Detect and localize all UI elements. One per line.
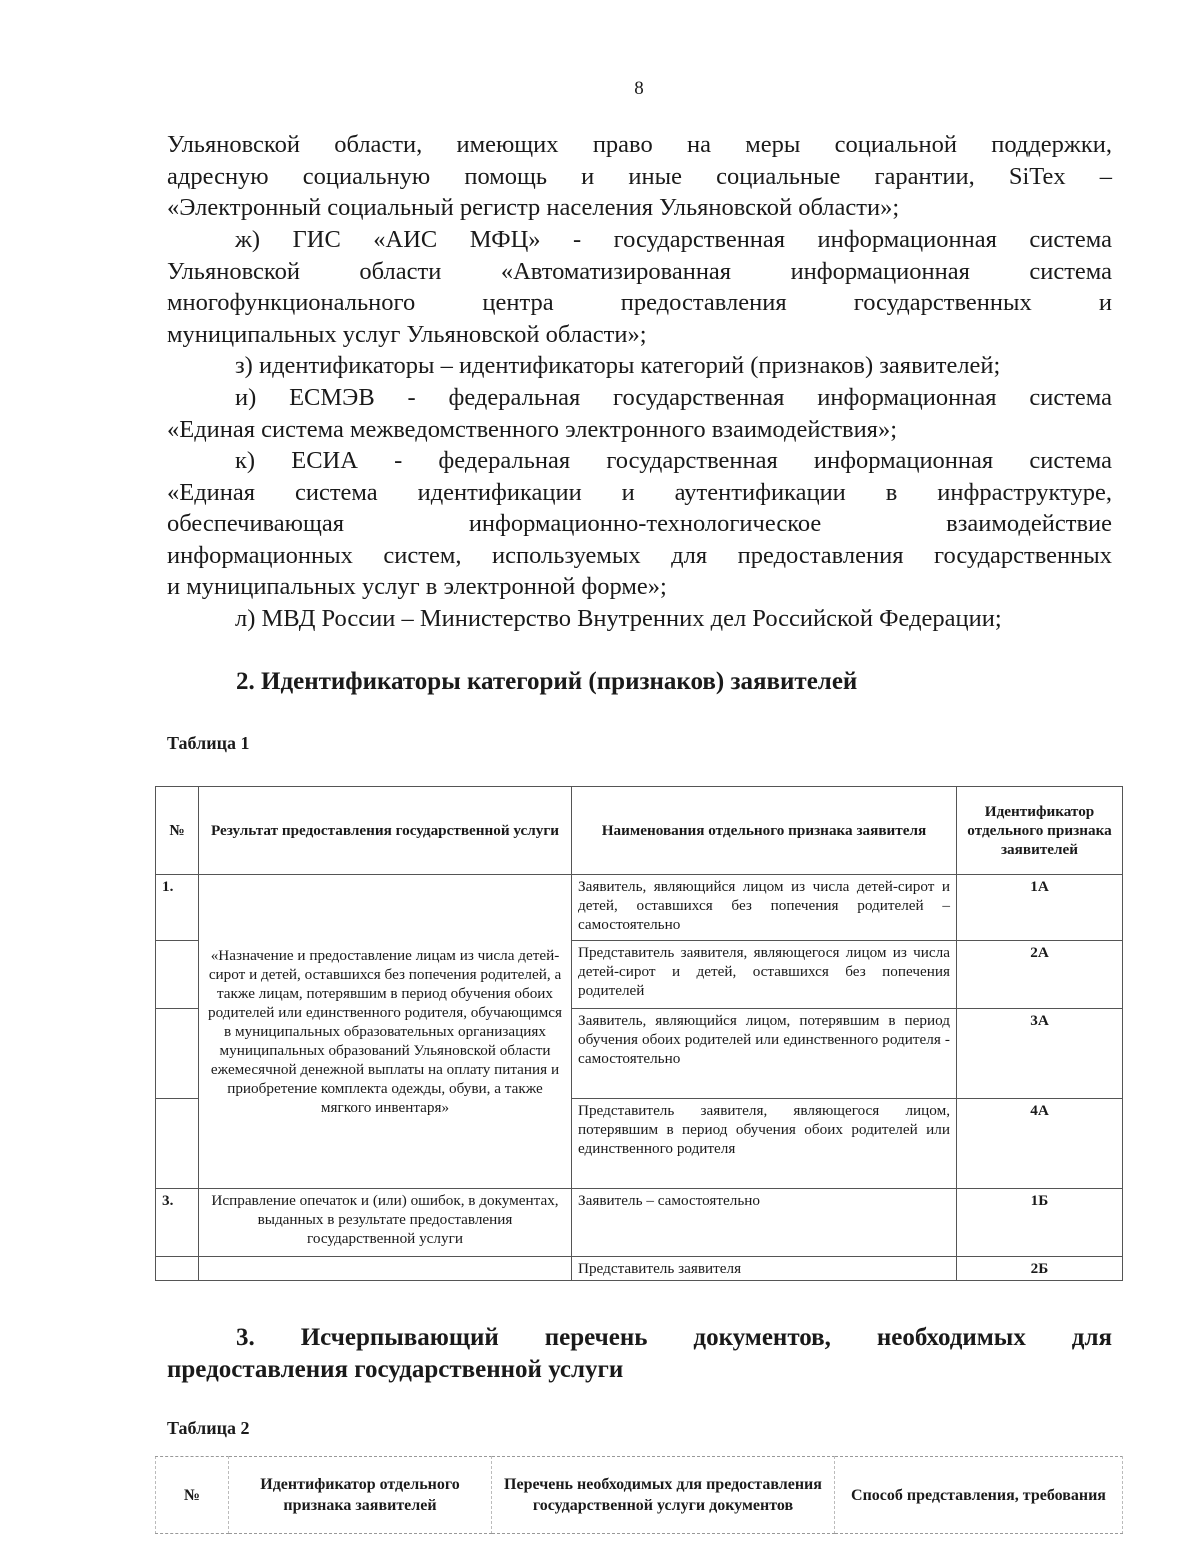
row-number-empty — [156, 1099, 199, 1189]
feature-identifier: 1А — [957, 875, 1123, 941]
feature-name: Представитель заявителя, являющегося лицом из числа детей-сирот и детей, оставшихся без попечения родителей — [572, 941, 957, 1009]
paragraph-definition-mvd — [167, 603, 1112, 635]
feature-identifier: 3А — [957, 1009, 1123, 1099]
paragraph-definition-esmev — [167, 382, 1112, 445]
section-3-heading-line: предоставления государственной услуги — [167, 1356, 624, 1383]
table-2-caption: Таблица 2 — [167, 1418, 250, 1438]
text-line: «Электронный социальный регистр населения Ульяновской области»; — [167, 194, 900, 221]
feature-identifier: 4А — [957, 1099, 1123, 1189]
text-line: Ульяновской области, имеющих право на меры социальной поддержки, — [167, 131, 1112, 158]
paragraph-definition-gis-ais-mfc — [167, 224, 1112, 350]
table-1-caption: Таблица 1 — [167, 733, 250, 753]
text-line: многофункционального центра предоставления государственных и — [167, 289, 1112, 316]
text-line: к) ЕСИА - федеральная государственная информационная система — [235, 447, 1112, 474]
row-number-empty — [156, 1257, 199, 1281]
section-3-heading-line: 3. Исчерпывающий перечень документов, необходимых для — [236, 1324, 1112, 1351]
text-line: адресную социальную помощь и иные социальные гарантии, SiTex – — [167, 162, 1112, 190]
table-header-row — [156, 787, 1123, 875]
text-line: информационных систем, используемых для предоставления государственных — [167, 541, 1112, 569]
result-empty — [199, 1257, 572, 1281]
header-result: Результат предоставления государственной услуги — [199, 787, 572, 875]
feature-identifier: 2А — [957, 941, 1123, 1009]
result-description: «Назначение и предоставление лицам из числа детей-сирот и детей, оставшихся без попечения родителей, а также лицам, потерявшим в период обучения обоих родителей или единственного родителя, обучающимся в муниципальных образовательных организациях муниципальных образований Ульяновской области ежемесячной денежной выплаты на оплату питания и приобретение комплекта одежды, обуви, а также мягкого инвентаря» — [199, 875, 572, 1189]
page-number: 8 — [634, 78, 644, 99]
feature-identifier: 1Б — [957, 1189, 1123, 1257]
row-number-empty — [156, 941, 199, 1009]
header-number: № — [156, 1457, 229, 1534]
table-header-row — [156, 1457, 1123, 1534]
table-2 — [155, 1456, 1123, 1534]
feature-identifier: 2Б — [957, 1257, 1123, 1281]
table-row — [156, 875, 1123, 941]
text-line: и муниципальных услуг в электронной форме»; — [167, 573, 667, 600]
text-line: ж) ГИС «АИС МФЦ» - государственная информационная система — [235, 226, 1112, 253]
row-number: 1. — [156, 875, 199, 941]
result-description: Исправление опечаток и (или) ошибок, в документах, выданных в результате предоставления государственной услуги — [199, 1189, 572, 1257]
text-line: «Единая система идентификации и аутентификации в инфраструктуре, — [167, 478, 1112, 506]
table-1 — [155, 786, 1123, 1281]
header-feature-name: Наименования отдельного признака заявителя — [572, 787, 957, 875]
header-number: № — [156, 787, 199, 875]
header-identifier: Идентификатор отдельного признака заявителей — [229, 1457, 492, 1534]
table-row — [156, 1189, 1123, 1257]
section-2-heading: 2. Идентификаторы категорий (признаков) заявителей — [236, 668, 858, 695]
text-line: обеспечивающая информационно-технологическое взаимодействие — [167, 510, 1112, 537]
paragraph-definitions-sitex — [167, 129, 1112, 224]
text-line: Ульяновской области «Автоматизированная информационная система — [167, 257, 1112, 285]
paragraph-definition-identifiers — [167, 350, 1112, 382]
header-documents: Перечень необходимых для предоставления государственной услуги документов — [492, 1457, 835, 1534]
header-identifier: Идентификатор отдельного признака заявителей — [957, 787, 1123, 875]
table-row — [156, 1257, 1123, 1281]
text-line: л) МВД России – Министерство Внутренних дел Российской Федерации; — [235, 605, 1002, 632]
text-line: з) идентификаторы – идентификаторы категорий (признаков) заявителей; — [235, 352, 1001, 379]
feature-name: Представитель заявителя, являющегося лицом, потерявшим в период обучения обоих родителей или единственного родителя — [572, 1099, 957, 1189]
feature-name: Заявитель, являющийся лицом, потерявшим в период обучения обоих родителей или единственного родителя - самостоятельно — [572, 1009, 957, 1099]
text-line: «Единая система межведомственного электронного взаимодействия»; — [167, 415, 898, 443]
text-line: муниципальных услуг Ульяновской области»; — [167, 320, 647, 348]
row-number-empty — [156, 1009, 199, 1099]
header-method: Способ представления, требования — [835, 1457, 1123, 1534]
feature-name: Представитель заявителя — [572, 1257, 957, 1281]
row-number: 3. — [156, 1189, 199, 1257]
feature-name: Заявитель, являющийся лицом из числа детей-сирот и детей, оставшихся без попечения родителей – самостоятельно — [572, 875, 957, 941]
paragraph-definition-esia — [167, 445, 1112, 603]
feature-name: Заявитель – самостоятельно — [572, 1189, 957, 1257]
section-3-heading — [167, 1322, 1112, 1386]
text-line: и) ЕСМЭВ - федеральная государственная информационная система — [235, 384, 1112, 411]
